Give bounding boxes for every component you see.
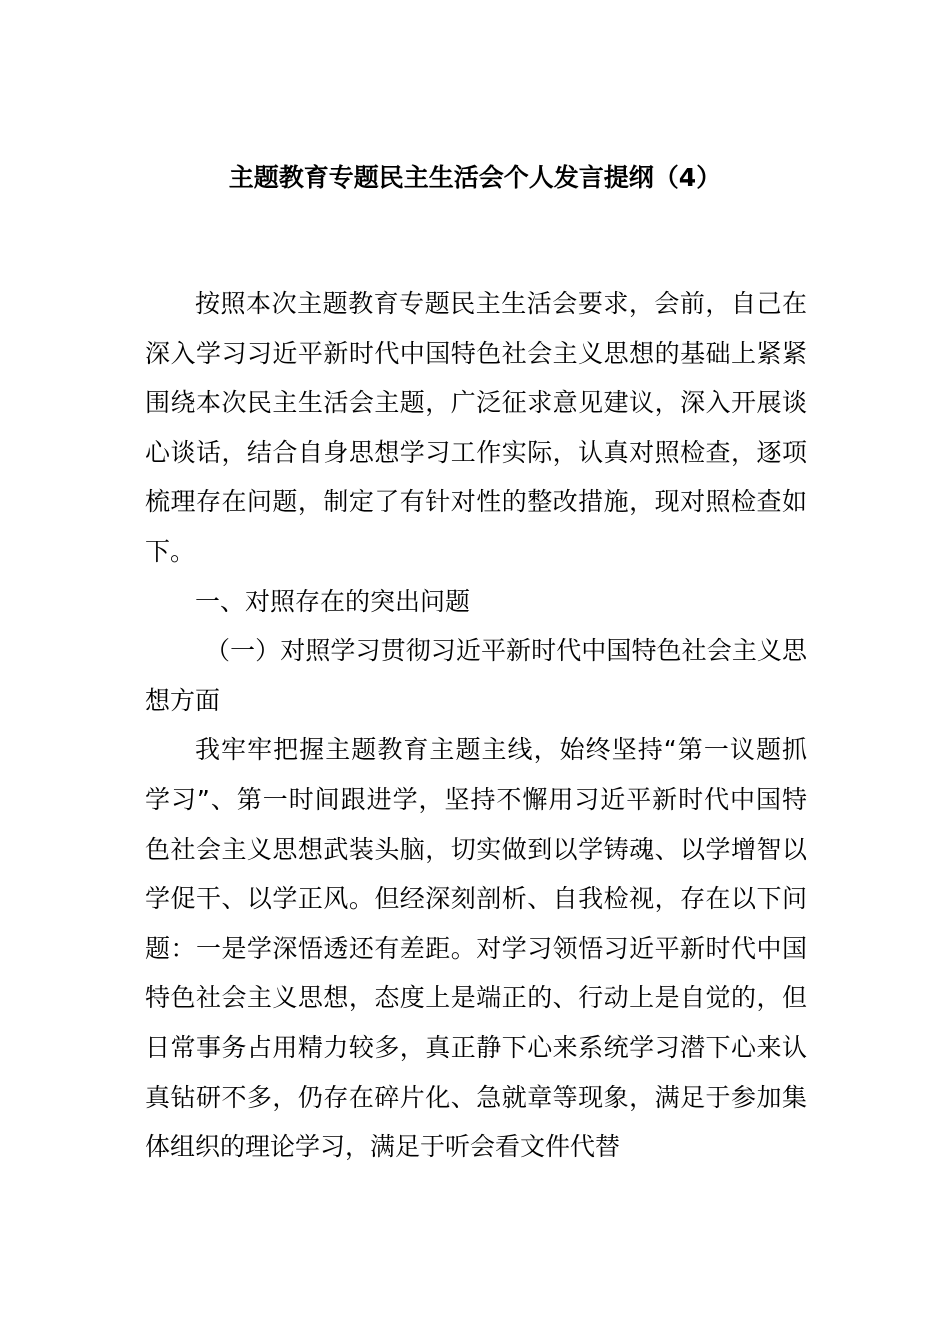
section-heading: 一、对照存在的突出问题 (195, 586, 471, 616)
document-body (145, 279, 807, 1172)
document-title: 主题教育专题民主生活会个人发言提纲（4） (228, 163, 722, 192)
subsection-heading: （一）对照学习贯彻习近平新时代中国特色社会主义思想方面 (145, 636, 807, 715)
paragraph-body: 我牢牢把握主题教育主题主线，始终坚持“第一议题抓学习”、第一时间跟进学，坚持不懈用习近平新时代中国特色社会主义思想武装头脑，切实做到以学铸魂、以学增智以学促干、以学正风。但经深刻剖析、自我检视，存在以下问题：一是学深悟透还有差距。对学习领悟习近平新时代中国特色社会主义思想，态度上是端正的、行动上是自觉的，但日常事务占用精力较多，真正静下心来系统学习潜下心来认真钻研不多，仍存在碎片化、急就章等现象，满足于参加集体组织的理论学习，满足于听会看文件代替 (145, 735, 807, 1162)
paragraph-intro: 按照本次主题教育专题民主生活会要求，会前，自己在深入学习习近平新时代中国特色社会主义思想的基础上紧紧围绕本次民主生活会主题，广泛征求意见建议，深入开展谈心谈话，结合自身思想学习工作实际，认真对照检查，逐项梳理存在问题，制定了有针对性的整改措施，现对照检查如下。 (145, 289, 807, 566)
